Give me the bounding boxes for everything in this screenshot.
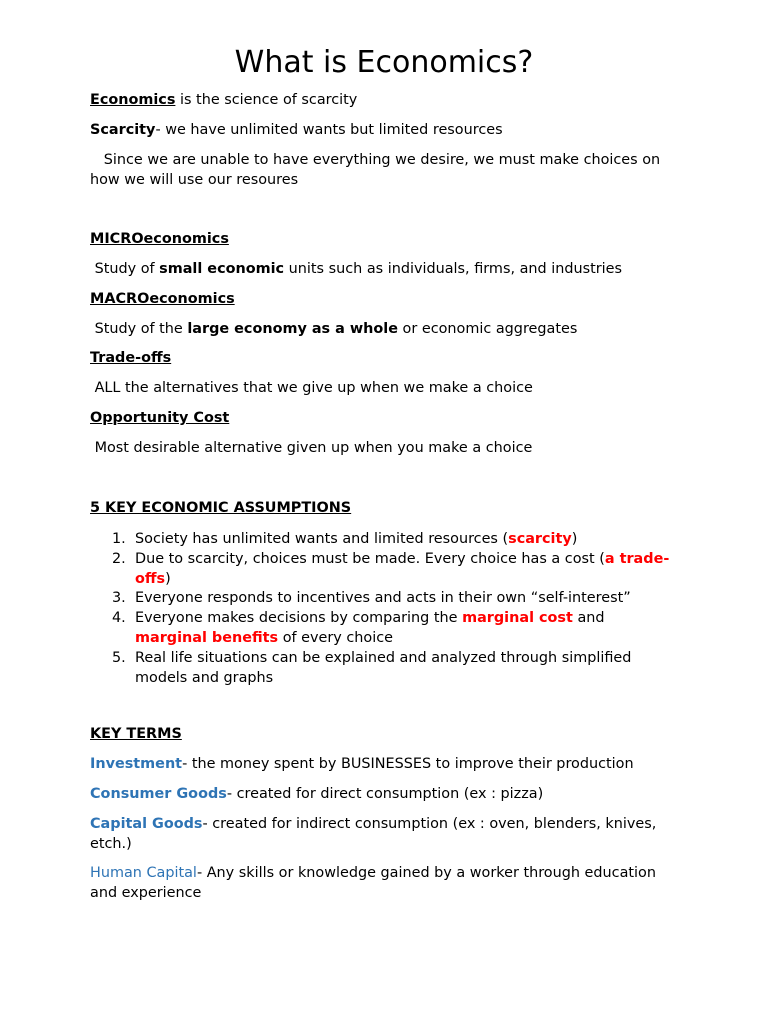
tradeoffs-text: ALL the alternatives that we give up when we make a choice [90, 380, 533, 396]
scarcity-def: - we have unlimited wants but limited resources [155, 122, 503, 138]
human-capital-definition: Human Capital- Any skills or knowledge gained by a worker through education and experience [90, 865, 656, 901]
list-item: 3. Everyone responds to incentives and acts in their own “self-interest” [112, 590, 631, 607]
assumptions-heading: 5 KEY ECONOMIC ASSUMPTIONS [90, 500, 352, 516]
page-title: What is Economics? [234, 45, 534, 80]
micro-text: Study of small economic units such as individuals, firms, and industries [90, 261, 623, 277]
list-item: 1. Society has unlimited wants and limited resources (scarcity) [112, 531, 578, 547]
economics-term: Economics [90, 92, 176, 108]
key-terms-heading: KEY TERMS [90, 726, 182, 742]
scarcity-definition [90, 121, 680, 141]
macro-text: Study of the large economy as a whole or economic aggregates [90, 321, 578, 337]
consumer-goods-definition: Consumer Goods- created for direct consumption (ex : pizza) [90, 786, 544, 802]
economics-def: is the science of scarcity [175, 92, 358, 108]
capital-goods-definition: Capital Goods- created for indirect consumption (ex : oven, blenders, knives, etch.) [90, 816, 657, 852]
list-item: 4. Everyone makes decisions by comparing the marginal cost and marginal benefits of every choice [112, 610, 605, 646]
oppcost-heading: Opportunity Cost [90, 410, 230, 426]
assumptions-list [90, 530, 680, 688]
macro-heading: MACROeconomics [90, 291, 235, 307]
list-item: 5. Real life situations can be explained and analyzed through simplified models and graphs [112, 649, 632, 686]
list-item: 2. Due to scarcity, choices must be made. Every choice has a cost (a trade-offs) [112, 550, 670, 587]
micro-heading: MICROeconomics [90, 231, 229, 247]
oppcost-text: Most desirable alternative given up when you make a choice [90, 440, 533, 456]
tradeoffs-heading: Trade-offs [90, 350, 172, 366]
investment-definition: Investment- the money spent by BUSINESSES to improve their production [90, 756, 634, 772]
economics-definition [90, 91, 680, 111]
scarcity-term: Scarcity [90, 122, 156, 138]
choices-paragraph: Since we are unable to have everything we desire, we must make choices on how we will use our resoures [90, 152, 665, 188]
